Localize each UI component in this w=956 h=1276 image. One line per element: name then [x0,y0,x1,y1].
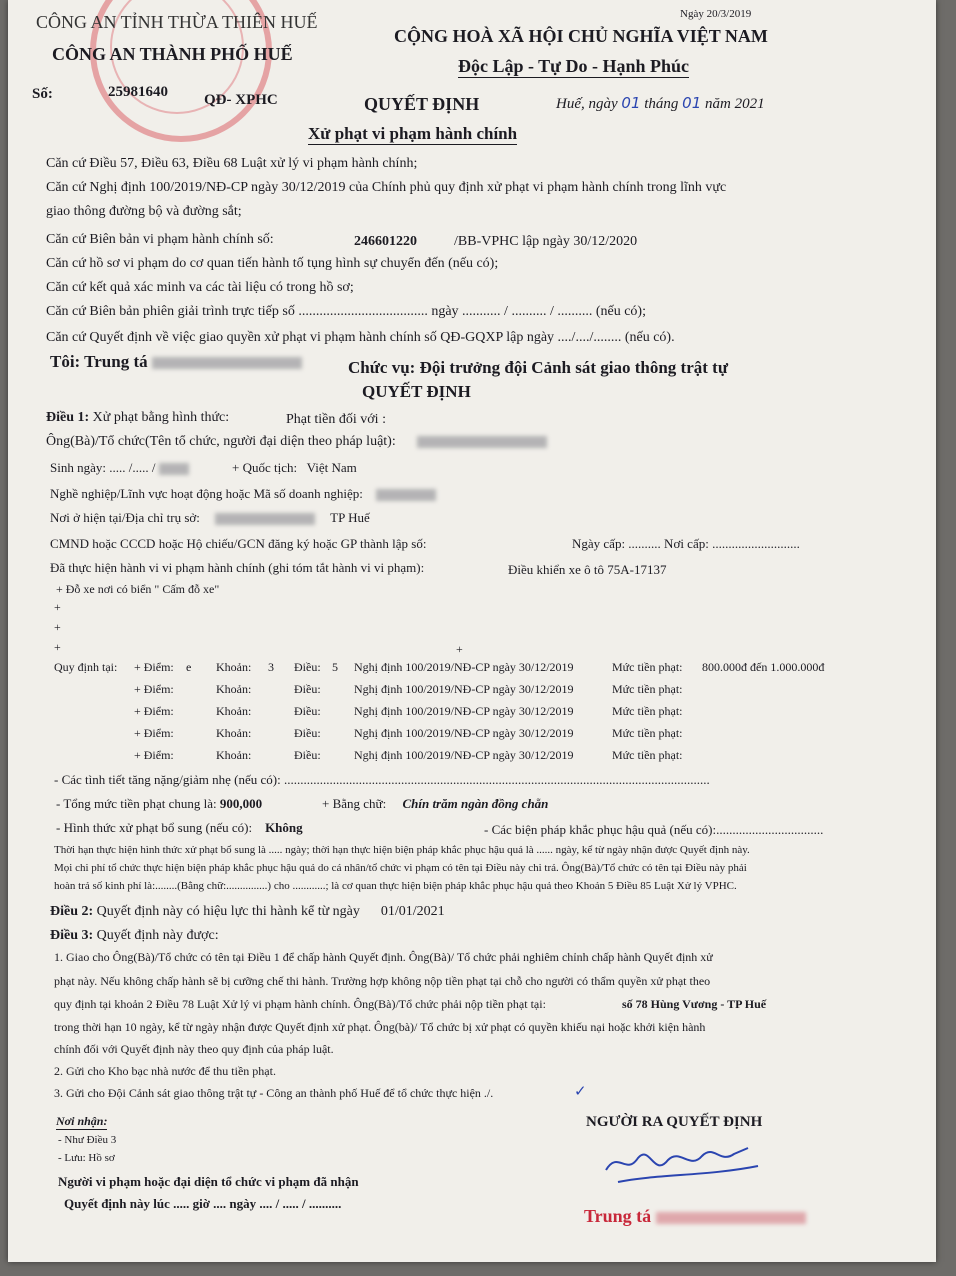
extra-penalty-line [56,820,303,836]
extra-value: Không [265,820,303,835]
address-city: TP Huế [330,510,370,525]
recipient-item: - Như Điều 3 [58,1134,117,1146]
signer-title: NGƯỜI RA QUYẾT ĐỊNH [586,1114,763,1130]
regulation-cell-nd: Nghị định 100/2019/NĐ-CP ngày 30/12/2019 [354,748,574,762]
effective-date: 01/01/2021 [380,904,445,919]
officer-position: Chức vụ: Đội trưởng đội Cảnh sát giao thông trật tự [348,358,729,377]
art2-line [50,904,445,920]
date-month: 01 [682,94,702,112]
art1-head-line [46,410,229,426]
handwritten-signature [598,1130,768,1190]
basis-line: Căn cứ Biên bản vi phạm hành chính số: [46,232,274,247]
regulation-cell-khoan: Khoản: [216,682,252,696]
recipients-label: Nơi nhận: [56,1114,108,1128]
person-label: Ông(Bà)/Tổ chức(Tên tổ chức, người đại diện theo pháp luật): [46,434,396,449]
extra-label: - Hình thức xử phạt bổ sung (nếu có): [56,820,253,835]
basis-line: Căn cứ Biên bản phiên giải trình trực tiếp số ..................................... ngày ........... / .......... / .......... (nếu có); [46,304,646,319]
art2-text: Quyết định này có hiệu lực thi hành kể từ ngày [96,904,360,919]
regulation-cell-khoan-v: 3 [268,660,274,674]
regulation-cell-diem: + Điểm: [134,660,174,674]
total-amount: 900,000 [219,796,263,811]
doc-title: QUYẾT ĐỊNH [364,94,480,114]
date-day: 01 [621,94,641,112]
regulation-cell-dieu: Điều: [294,682,321,696]
redacted-address [215,513,315,525]
basis-line: Căn cứ hồ sơ vi phạm do cơ quan tiến hành tố tụng hình sự chuyển đến (nếu có); [46,256,499,271]
note-line: Thời hạn thực hiện hình thức xử phạt bổ sung là ..... ngày; thời hạn thực hiện biện pháp khắc phục hậu quả là ...... ngày, kể từ ngày nhận được Quyết định này. [54,844,750,856]
violation-item: + [54,600,61,614]
regulation-cell-diem: + Điểm: [134,704,174,718]
dob-label: Sinh ngày: ..... /..... / [50,460,156,475]
art3-line [50,928,219,944]
date-year: năm 2021 [705,96,765,112]
art3-item: 1. Giao cho Ông(Bà)/Tổ chức có tên tại Điều 1 để chấp hành Quyết định. Ông(Bà)/ Tổ chức phải nghiêm chỉnh chấp hành Quyết định xử [54,950,713,964]
regulation-cell-nd: Nghị định 100/2019/NĐ-CP ngày 30/12/2019 [354,704,574,718]
regulation-cell-muc: Mức tiền phạt: [612,660,683,674]
note-line: Mọi chi phí tổ chức thực hiện biện pháp khắc phục hậu quả do cá nhân/tổ chức vi phạm có tên tại Điều này chi trả. Ông(Bà)/Tổ chức có tên tại Điều này phải [54,862,747,874]
art2-head: Điều 2: [50,904,94,919]
amount-in-words: Chín trăm ngàn đồng chẵn [402,796,549,811]
violation-item: + [456,642,463,656]
regulation-cell-nd: Nghị định 100/2019/NĐ-CP ngày 30/12/2019 [354,682,574,696]
regulation-cell-diem: + Điểm: [134,726,174,740]
receipt-line: Người vi phạm hoặc đại diện tổ chức vi phạm đã nhận [58,1174,359,1189]
signer-rank: Trung tá [584,1206,652,1226]
handwritten-tick-icon: ✓ [574,1082,587,1100]
so-value: 25981640 [108,84,168,100]
top-right-note: Ngày 20/3/2019 [680,8,752,20]
regulation-label: Quy định tại: [54,660,118,674]
report-suffix: /BB-VPHC lập ngày 30/12/2020 [454,234,638,249]
violation-item: + [54,620,61,634]
decision-document [8,0,936,1262]
dob-line [50,460,189,476]
penalty-form: Phạt tiền đối với : [286,412,386,427]
decision-heading: QUYẾT ĐỊNH [362,382,471,401]
doc-subtitle: Xử phạt vi phạm hành chính [308,124,518,143]
art3-item: chính đối với Quyết định này theo quy định của pháp luật. [54,1042,334,1056]
words-label: + Bằng chữ: [322,796,387,811]
art3-item: quy định tại khoản 2 Điều 78 Luật Xử lý vi phạm hành chính. Ông(Bà)/Tổ chức phải nộp tiền phạt tại: [54,997,546,1011]
motto: Độc Lập - Tự Do - Hạnh Phúc [458,56,690,76]
act-label: Đã thực hiện hành vi vi phạm hành chính (ghi tóm tắt hành vi vi phạm): [50,560,425,575]
nationality-label: + Quốc tịch: [232,460,298,475]
so-label: Số: [32,86,53,102]
date-line [556,94,765,113]
regulation-cell-khoan: Khoản: [216,726,252,740]
art3-item: 3. Gửi cho Đội Cảnh sát giao thông trật tự - Công an thành phố Huế để tổ chức thực hiện ./. [54,1086,494,1100]
art3-item: trong thời hạn 10 ngày, kể từ ngày nhận được Quyết định xử phạt. Ông(bà)/ Tổ chức bị xử phạt có quyền khiếu nại hoặc khởi kiện hành [54,1020,706,1034]
basis-line: giao thông đường bộ và đường sắt; [46,204,242,219]
art3-head: Điều 3: [50,928,94,943]
regulation-cell-diem: + Điểm: [134,682,174,696]
violation-item: + Đỗ xe nơi có biển " Cấm đỗ xe" [56,582,220,596]
art3-item: 2. Gửi cho Kho bạc nhà nước để thu tiền phạt. [54,1064,276,1078]
regulation-cell-khoan: Khoản: [216,704,252,718]
regulation-cell-muc-v: 800.000đ đến 1.000.000đ [702,660,825,674]
regulation-cell-khoan: Khoản: [216,660,252,674]
nationality-value: Việt Nam [306,460,357,475]
basis-line: Căn cứ Quyết định về việc giao quyền xử phạt vi phạm hành chính số QĐ-GQXP lập ngày ..../..../........ (nếu có). [46,330,675,345]
nationality-line [232,460,357,476]
recipient-item: - Lưu: Hồ sơ [58,1152,115,1164]
regulation-cell-diem: + Điểm: [134,748,174,762]
date-month-label: tháng [644,96,679,112]
id-label: CMND hoặc CCCD hoặc Hộ chiếu/GCN đăng ký hoặc GP thành lập số: [50,536,427,551]
regulation-cell-muc: Mức tiền phạt: [612,682,683,696]
words-line [322,796,548,812]
org-line-2: CÔNG AN THÀNH PHỐ HUẾ [52,44,293,64]
report-number: 246601220 [354,234,417,249]
regulation-cell-dieu: Điều: [294,704,321,718]
regulation-cell-nd: Nghị định 100/2019/NĐ-CP ngày 30/12/2019 [354,660,574,674]
regulation-cell-khoan: Khoản: [216,748,252,762]
art3-text: Quyết định này được: [96,928,219,943]
art3-item: phạt này. Nếu không chấp hành sẽ bị cưỡng chế thi hành. Trường hợp không nộp tiền phạt tại chỗ cho người có thẩm quyền xử phạt theo [54,974,711,988]
redacted-person [417,436,547,448]
officer-line [50,352,302,372]
total-label: - Tổng mức tiền phạt chung là: [56,796,217,811]
art1-head-text: Xử phạt bằng hình thức: [92,410,230,425]
nation-title: CỘNG HOÀ XÃ HỘI CHỦ NGHĨA VIỆT NAM [394,26,768,46]
so-suffix: QĐ- XPHC [204,92,278,108]
note-line: hoàn trả số kinh phí là:........(Bằng chữ:...............) cho ............; là cơ quan thực hiện biện pháp khắc phục hậu quả theo Khoản 5 Điều 85 Luật Xử lý VPHC. [54,880,737,892]
regulation-cell-dieu-v: 5 [332,660,338,674]
regulation-cell-dieu: Điều: [294,726,321,740]
person-line [46,434,547,450]
act-value: Điều khiển xe ô tô 75A-17137 [508,562,667,577]
date-prefix: Huế, ngày [556,96,618,112]
regulation-cell-muc: Mức tiền phạt: [612,726,683,740]
violation-item: + [54,640,61,654]
regulation-cell-muc: Mức tiền phạt: [612,748,683,762]
officer-rank: Tôi: Trung tá [50,352,148,371]
receipt-time: Quyết định này lúc ..... giờ .... ngày .... / ..... / .......... [64,1196,342,1211]
redacted-signer [656,1212,806,1224]
regulation-cell-diem-v: e [186,660,192,674]
basis-line: Căn cứ kết quả xác minh va các tài liệu có trong hồ sơ; [46,280,354,295]
redacted-year [159,463,189,475]
total-line [56,796,262,812]
redacted-name [152,357,302,369]
basis-line: Căn cứ Điều 57, Điều 63, Điều 68 Luật xử lý vi phạm hành chính; [46,156,418,171]
job-label: Nghề nghiệp/Lĩnh vực hoạt động hoặc Mã số doanh nghiệp: [50,486,363,501]
art1-head: Điều 1: [46,410,90,425]
address-line [50,510,370,526]
regulation-cell-dieu: Điều: [294,748,321,762]
payment-place: số 78 Hùng Vương - TP Huế [622,997,767,1011]
basis-line: Căn cứ Nghị định 100/2019/NĐ-CP ngày 30/12/2019 của Chính phủ quy định xử phạt vi phạm hành chính trong lĩnh vực [46,180,727,195]
redacted-job [376,489,436,501]
issue-line: Ngày cấp: .......... Nơi cấp: ........................... [572,536,800,551]
job-line [50,486,436,502]
regulation-cell-dieu: Điều: [294,660,321,674]
address-label: Nơi ở hiện tại/Địa chỉ trụ sở: [50,510,200,525]
regulation-cell-nd: Nghị định 100/2019/NĐ-CP ngày 30/12/2019 [354,726,574,740]
org-line-1: CÔNG AN TỈNH THỪA THIÊN HUẾ [36,12,318,32]
remedy-line: - Các biện pháp khắc phục hậu quả (nếu có):................................. [484,822,824,837]
signer-name-line [584,1206,806,1227]
regulation-cell-muc: Mức tiền phạt: [612,704,683,718]
aggravating-line: - Các tình tiết tăng nặng/giảm nhẹ (nếu có): ................................................................................................................................... [54,772,710,787]
